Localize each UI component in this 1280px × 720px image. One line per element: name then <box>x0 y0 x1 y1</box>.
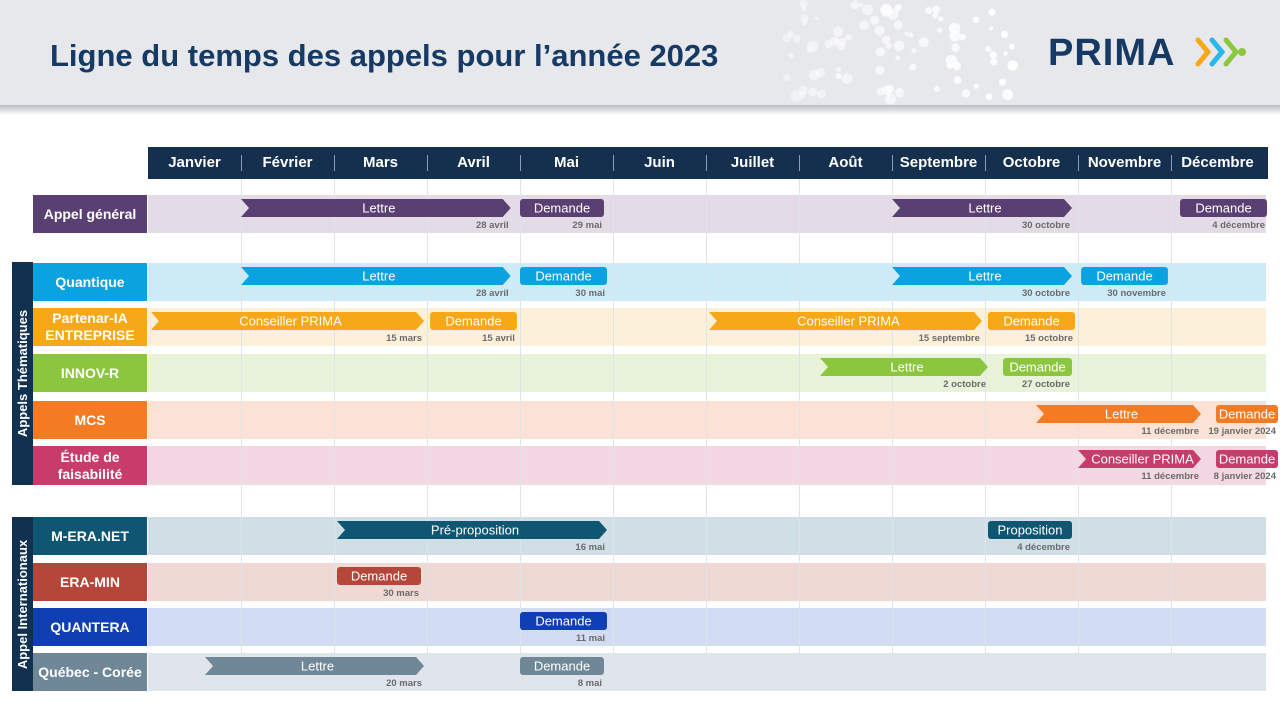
event-date-label: 11 mai <box>575 633 605 644</box>
event-label: Conseiller PRIMA <box>239 313 342 329</box>
month-label: Août <box>828 154 863 171</box>
month-label: Novembre <box>1087 154 1162 171</box>
event-date-label: 4 décembre <box>1212 220 1265 231</box>
event-label: Demande <box>350 568 408 584</box>
event-date-label: 27 octobre <box>1021 379 1070 390</box>
month-label: Février <box>262 154 313 171</box>
event-date-label: 28 avril <box>475 288 509 299</box>
event-label: Demande <box>535 613 592 629</box>
event-label: Demande <box>1096 268 1153 284</box>
event-label: Lettre <box>300 658 335 674</box>
event-date-label: 30 novembre <box>1107 288 1166 299</box>
event-date-label: 15 avril <box>482 333 515 344</box>
event-label: Lettre <box>890 359 924 375</box>
event-date-label: 30 octobre <box>1021 288 1070 299</box>
event-label: Demande <box>445 313 502 329</box>
row-label: Étude de faisabilité <box>33 446 147 485</box>
event-date-label: 29 mai <box>572 220 602 231</box>
event-date-label: 11 décembre <box>1141 426 1199 437</box>
event-label: Demande <box>1003 313 1060 329</box>
event-date-label: 16 mai <box>575 542 605 553</box>
row-label: MCS <box>33 401 147 439</box>
event-date-label: 2 octobre <box>943 379 986 390</box>
event-date-label: 30 octobre <box>1021 220 1070 231</box>
event-label: Proposition <box>997 522 1063 538</box>
event-label: Lettre <box>968 200 1002 216</box>
event-date-label: 8 janvier 2024 <box>1213 471 1276 482</box>
event-label: Demande <box>1218 406 1276 422</box>
event-label: Demande <box>533 200 591 216</box>
event-label: Pré-proposition <box>430 522 520 538</box>
row-label: M-ERA.NET <box>33 517 147 555</box>
event-date-label: 30 mars <box>383 588 419 599</box>
event-label: Conseiller PRIMA <box>1091 451 1194 467</box>
month-label: Juillet <box>730 154 775 171</box>
row-label: QUANTERA <box>33 608 147 646</box>
row-label: Quantique <box>33 263 147 301</box>
event-label: Demande <box>535 268 592 284</box>
group-label-thematiques: Appels Thématiques <box>15 309 31 438</box>
row-label: INNOV-R <box>33 354 147 392</box>
event-label: Lettre <box>1104 406 1139 422</box>
event-label: Lettre <box>362 268 396 284</box>
month-label: Décembre <box>1181 154 1254 171</box>
event-date-label: 15 septembre <box>918 333 980 344</box>
event-label: Demande <box>1218 451 1276 467</box>
event-date-label: 4 décembre <box>1017 542 1070 553</box>
row-label: ERA-MIN <box>33 563 147 601</box>
event-date-label: 28 avril <box>475 220 509 231</box>
event-date-label: 15 octobre <box>1024 333 1073 344</box>
month-label: Avril <box>457 154 490 171</box>
row-label: Partenar-IA ENTREPRISE <box>33 308 147 346</box>
event-label: Lettre <box>362 200 396 216</box>
event-date-label: 20 mars <box>386 678 422 689</box>
month-label: Juin <box>644 154 675 171</box>
month-label: Mars <box>362 154 399 171</box>
logo-text: PRIMA <box>1048 32 1176 74</box>
month-label: Janvier <box>168 154 221 171</box>
event-label: Conseiller PRIMA <box>797 313 900 329</box>
row-label: Appel général <box>33 195 147 233</box>
event-label: Demande <box>1009 359 1066 375</box>
month-label: Septembre <box>899 154 978 171</box>
event-date-label: 30 mai <box>575 288 605 299</box>
event-label: Demande <box>533 658 591 674</box>
event-date-label: 8 mai <box>577 678 602 689</box>
month-label: Octobre <box>1002 154 1061 171</box>
month-label: Mai <box>553 154 579 171</box>
group-label-internationaux: Appel Internationaux <box>15 539 31 669</box>
event-label: Demande <box>1195 200 1252 216</box>
event-date-label: 11 décembre <box>1141 471 1199 482</box>
page-title: Ligne du temps des appels pour l’année 2023 <box>50 38 719 73</box>
row-label: Québec - Corée <box>33 653 147 691</box>
event-label: Lettre <box>968 268 1002 284</box>
event-date-label: 19 janvier 2024 <box>1208 426 1276 437</box>
event-date-label: 15 mars <box>386 333 422 344</box>
